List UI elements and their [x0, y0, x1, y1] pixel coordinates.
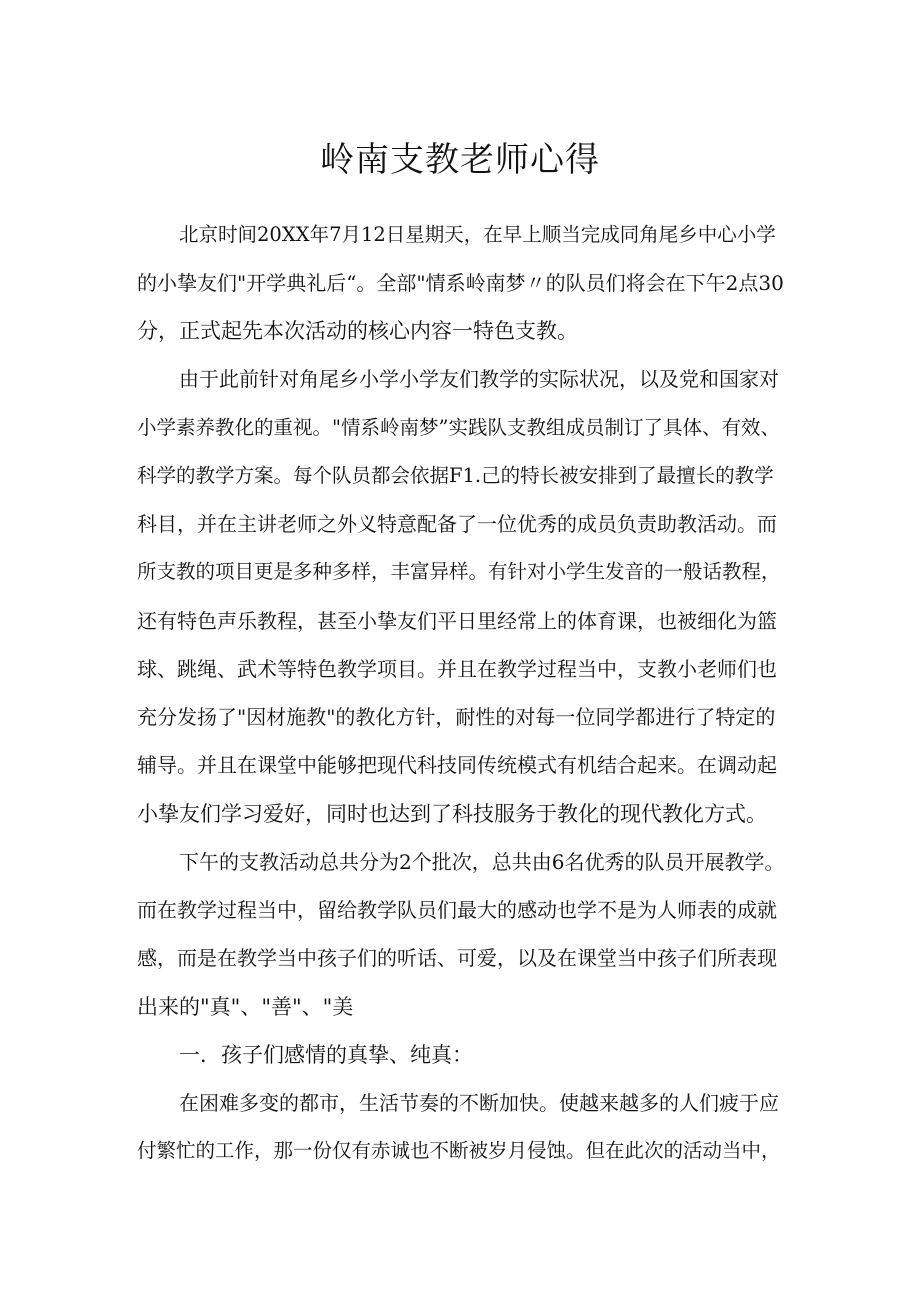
document-title: 岭南支教老师心得	[320, 140, 600, 180]
text-line: 所支教的项目更是多种多样，丰富异样。有针对小学生发音的一般话教程，	[137, 560, 781, 583]
text-line: 充分发扬了"因材施教"的教化方针，耐性的对每一位同学都进行了特定的	[137, 705, 776, 729]
text-line: 而在教学过程当中，留给教学队员们最大的感动也学不是为人师表的成就	[137, 898, 777, 922]
text-line: 感，而是在教学当中孩子们的听话、可爱，以及在课堂当中孩子们所表现	[137, 946, 777, 970]
text-line: 辅导。并且在课堂中能够把现代科技同传统模式有机结合起来。在调动起	[137, 753, 777, 777]
text-line: 在困难多变的都市，生活节奏的不断加快。使越来越多的人们疲于应	[179, 1091, 779, 1115]
text-line: 科目，并在主讲老师之外义特意配备了一位优秀的成员负责助教活动。而	[137, 512, 777, 536]
text-line: 出来的"真"、"善"、"美	[137, 995, 354, 1019]
text-line: 付繁忙的工作，那一份仅有赤诚也不断被岁月侵蚀。但在此次的活动当中，	[137, 1139, 781, 1162]
text-line: 下午的支教活动总共分为2个批次，总共由6名优秀的队员开展教学。	[179, 850, 785, 874]
text-line: 分，正式起先本次活动的核心内容一特色支教。	[137, 319, 578, 343]
text-line: 还有特色声乐教程，甚至小挚友们平日里经常上的体育课，也被细化为篮	[137, 609, 777, 633]
text-line: 小学素养教化的重视。"情系岭南梦”实践队支教组成员制订了具体、有效、	[137, 416, 780, 439]
text-line: 的小挚友们"开学典礼后“。全部"情系岭南梦〃的队员们将会在下午2点30	[137, 271, 784, 295]
text-line: 由于此前针对角尾乡小学小学友们教学的实际状况，以及党和国家对	[179, 367, 779, 391]
section-heading: 一．孩子们感情的真挚、纯真：	[179, 1043, 473, 1067]
text-line: 科学的教学方案。每个队员都会依据F1.己的特长被安排到了最擅长的教学	[137, 464, 774, 487]
text-line: 小挚友们学习爱好，同时也达到了科技服务于教化的现代教化方式。	[137, 802, 767, 826]
text-line: 北京时间20XX年7月12日星期天，在早上顺当完成同角尾乡中心小学	[179, 223, 776, 246]
text-line: 球、跳绳、武术等特色教学项目。并且在教学过程当中，支教小老师们也	[137, 657, 777, 681]
